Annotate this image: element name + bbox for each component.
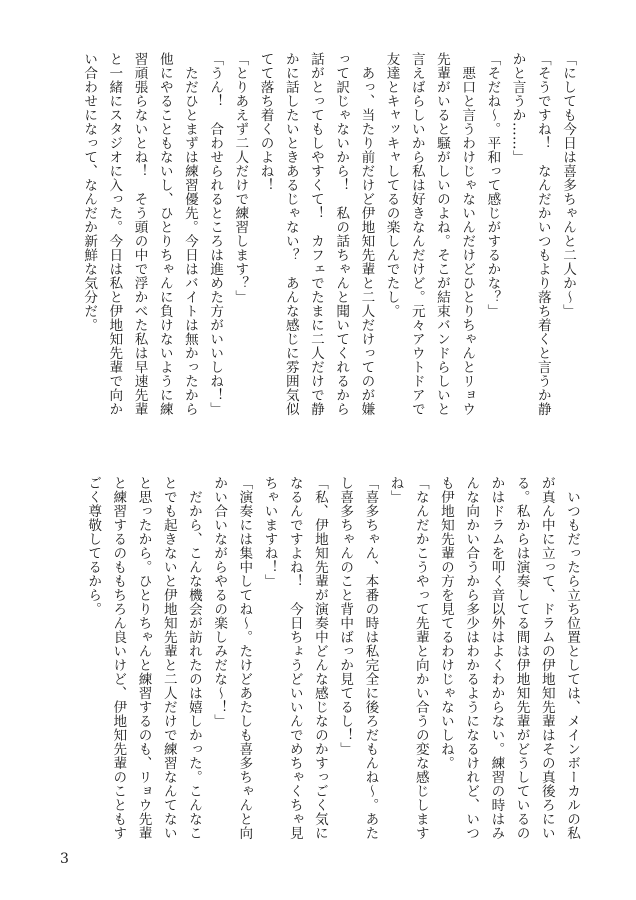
- text-line: 「私、伊地知先輩が演奏中どんな感じなのかすっごく気に: [311, 476, 328, 840]
- text-line: てて落ち着くのよね！: [257, 52, 274, 192]
- text-line: あっ、当たり前だけど伊地知先輩と二人だけってのが嫌: [358, 52, 375, 416]
- text-line: 他にやることもないし、ひとりちゃんに負けないように練: [156, 52, 173, 416]
- text-line: ただひとまずは練習優先。今日はバイトは無かったから: [181, 52, 198, 416]
- text-line: 「そうですね！ なんだかいつもより落ち着くと言うか静: [534, 52, 551, 416]
- text-line: 「演奏には集中してね〜。たけどあたしも喜多ちゃんと向: [236, 476, 253, 840]
- text-block-top: [80, 52, 580, 442]
- text-line: んな向かい合うから多少はわかるようになるけれど、いつ: [463, 476, 480, 840]
- text-line: かはドラムを叩く音以外はよくわからない。練習の時はみ: [488, 476, 505, 840]
- page-number: 3: [60, 851, 69, 867]
- text-line: ごく尊敬してるから。: [85, 476, 102, 616]
- text-line: し喜多ちゃんのこと背中ばっか見てるし！」: [337, 476, 354, 756]
- text-line: 習頑張らないとね！ そう頭の中で浮かべた私は早速先輩: [131, 52, 148, 416]
- text-line: 「なんだかこうやって先輩と向かい合うの変な感じします: [412, 476, 429, 840]
- text-line: 「喜多ちゃん、本番の時は私完全に後ろだもんね〜。あた: [362, 476, 379, 840]
- text-line: ね」: [387, 476, 404, 504]
- text-line: って訳じゃないから！ 私の話ちゃんと聞いてくれるから: [333, 52, 350, 416]
- text-line: だから、こんな機会が訪れたのは嬉しかった。こんなこ: [185, 476, 202, 840]
- text-line: 「そだね〜。平和って感じがするかな？」: [484, 52, 501, 318]
- text-line: る。私からは演奏してる間は伊地知先輩がどうしているの: [513, 476, 530, 840]
- text-line: 話がとってもしやすくて！ カフェでたまに二人だけで静: [307, 52, 324, 416]
- text-line: と練習するのももちろん良いけど、伊地知先輩のこともす: [110, 476, 127, 840]
- text-block-bottom: [80, 476, 584, 866]
- text-line: 「うん！ 合わせられるところは進めた方がいいしね！」: [207, 52, 224, 416]
- text-line: かと言うか……」: [509, 52, 526, 164]
- text-line: 先輩がいると騒がしいのよね。そこが結束バンドらしいと: [433, 52, 450, 416]
- text-line: とでも起きないと伊地知先輩と二人だけで練習なんてない: [160, 476, 177, 840]
- text-line: 「にしても今日は喜多ちゃんと二人か〜」: [560, 52, 576, 318]
- text-line: 友達とキャッキャしてるの楽しんでたし。: [383, 52, 400, 318]
- text-line: と一緒にスタジオに入った。今日は私と伊地知先輩で向か: [106, 52, 123, 416]
- text-line: も伊地知先輩の方を見てるわけじゃないしね。: [437, 476, 454, 770]
- text-line: 悪口と言うわけじゃないんだけどひとりちゃんとリョウ: [459, 52, 476, 416]
- text-line: いつもだったら立ち位置としては、メインボーカルの私: [564, 476, 580, 840]
- text-line: と思ったから。ひとりちゃんと練習するのも、リョウ先輩: [135, 476, 152, 840]
- text-line: い合わせになって、なんだか新鮮な気分だ。: [81, 52, 98, 332]
- text-line: が真ん中に立って、ドラムの伊地知先輩はその真後ろにい: [538, 476, 555, 840]
- text-line: ちゃいますね！」: [261, 476, 278, 588]
- text-line: なるんですよね！ 今日ちょうどいいんでめちゃくちゃ見: [286, 476, 303, 840]
- text-line: 言えばらしいから私は好きなんだけど。元々アウトドアで: [408, 52, 425, 416]
- text-line: かい合いながらやるの楽しみだな〜！」: [211, 476, 228, 728]
- text-line: 「とりあえず二人だけで練習します？」: [232, 52, 249, 304]
- text-line: かに話したいときあるじゃない？ あんな感じに雰囲気似: [282, 52, 299, 416]
